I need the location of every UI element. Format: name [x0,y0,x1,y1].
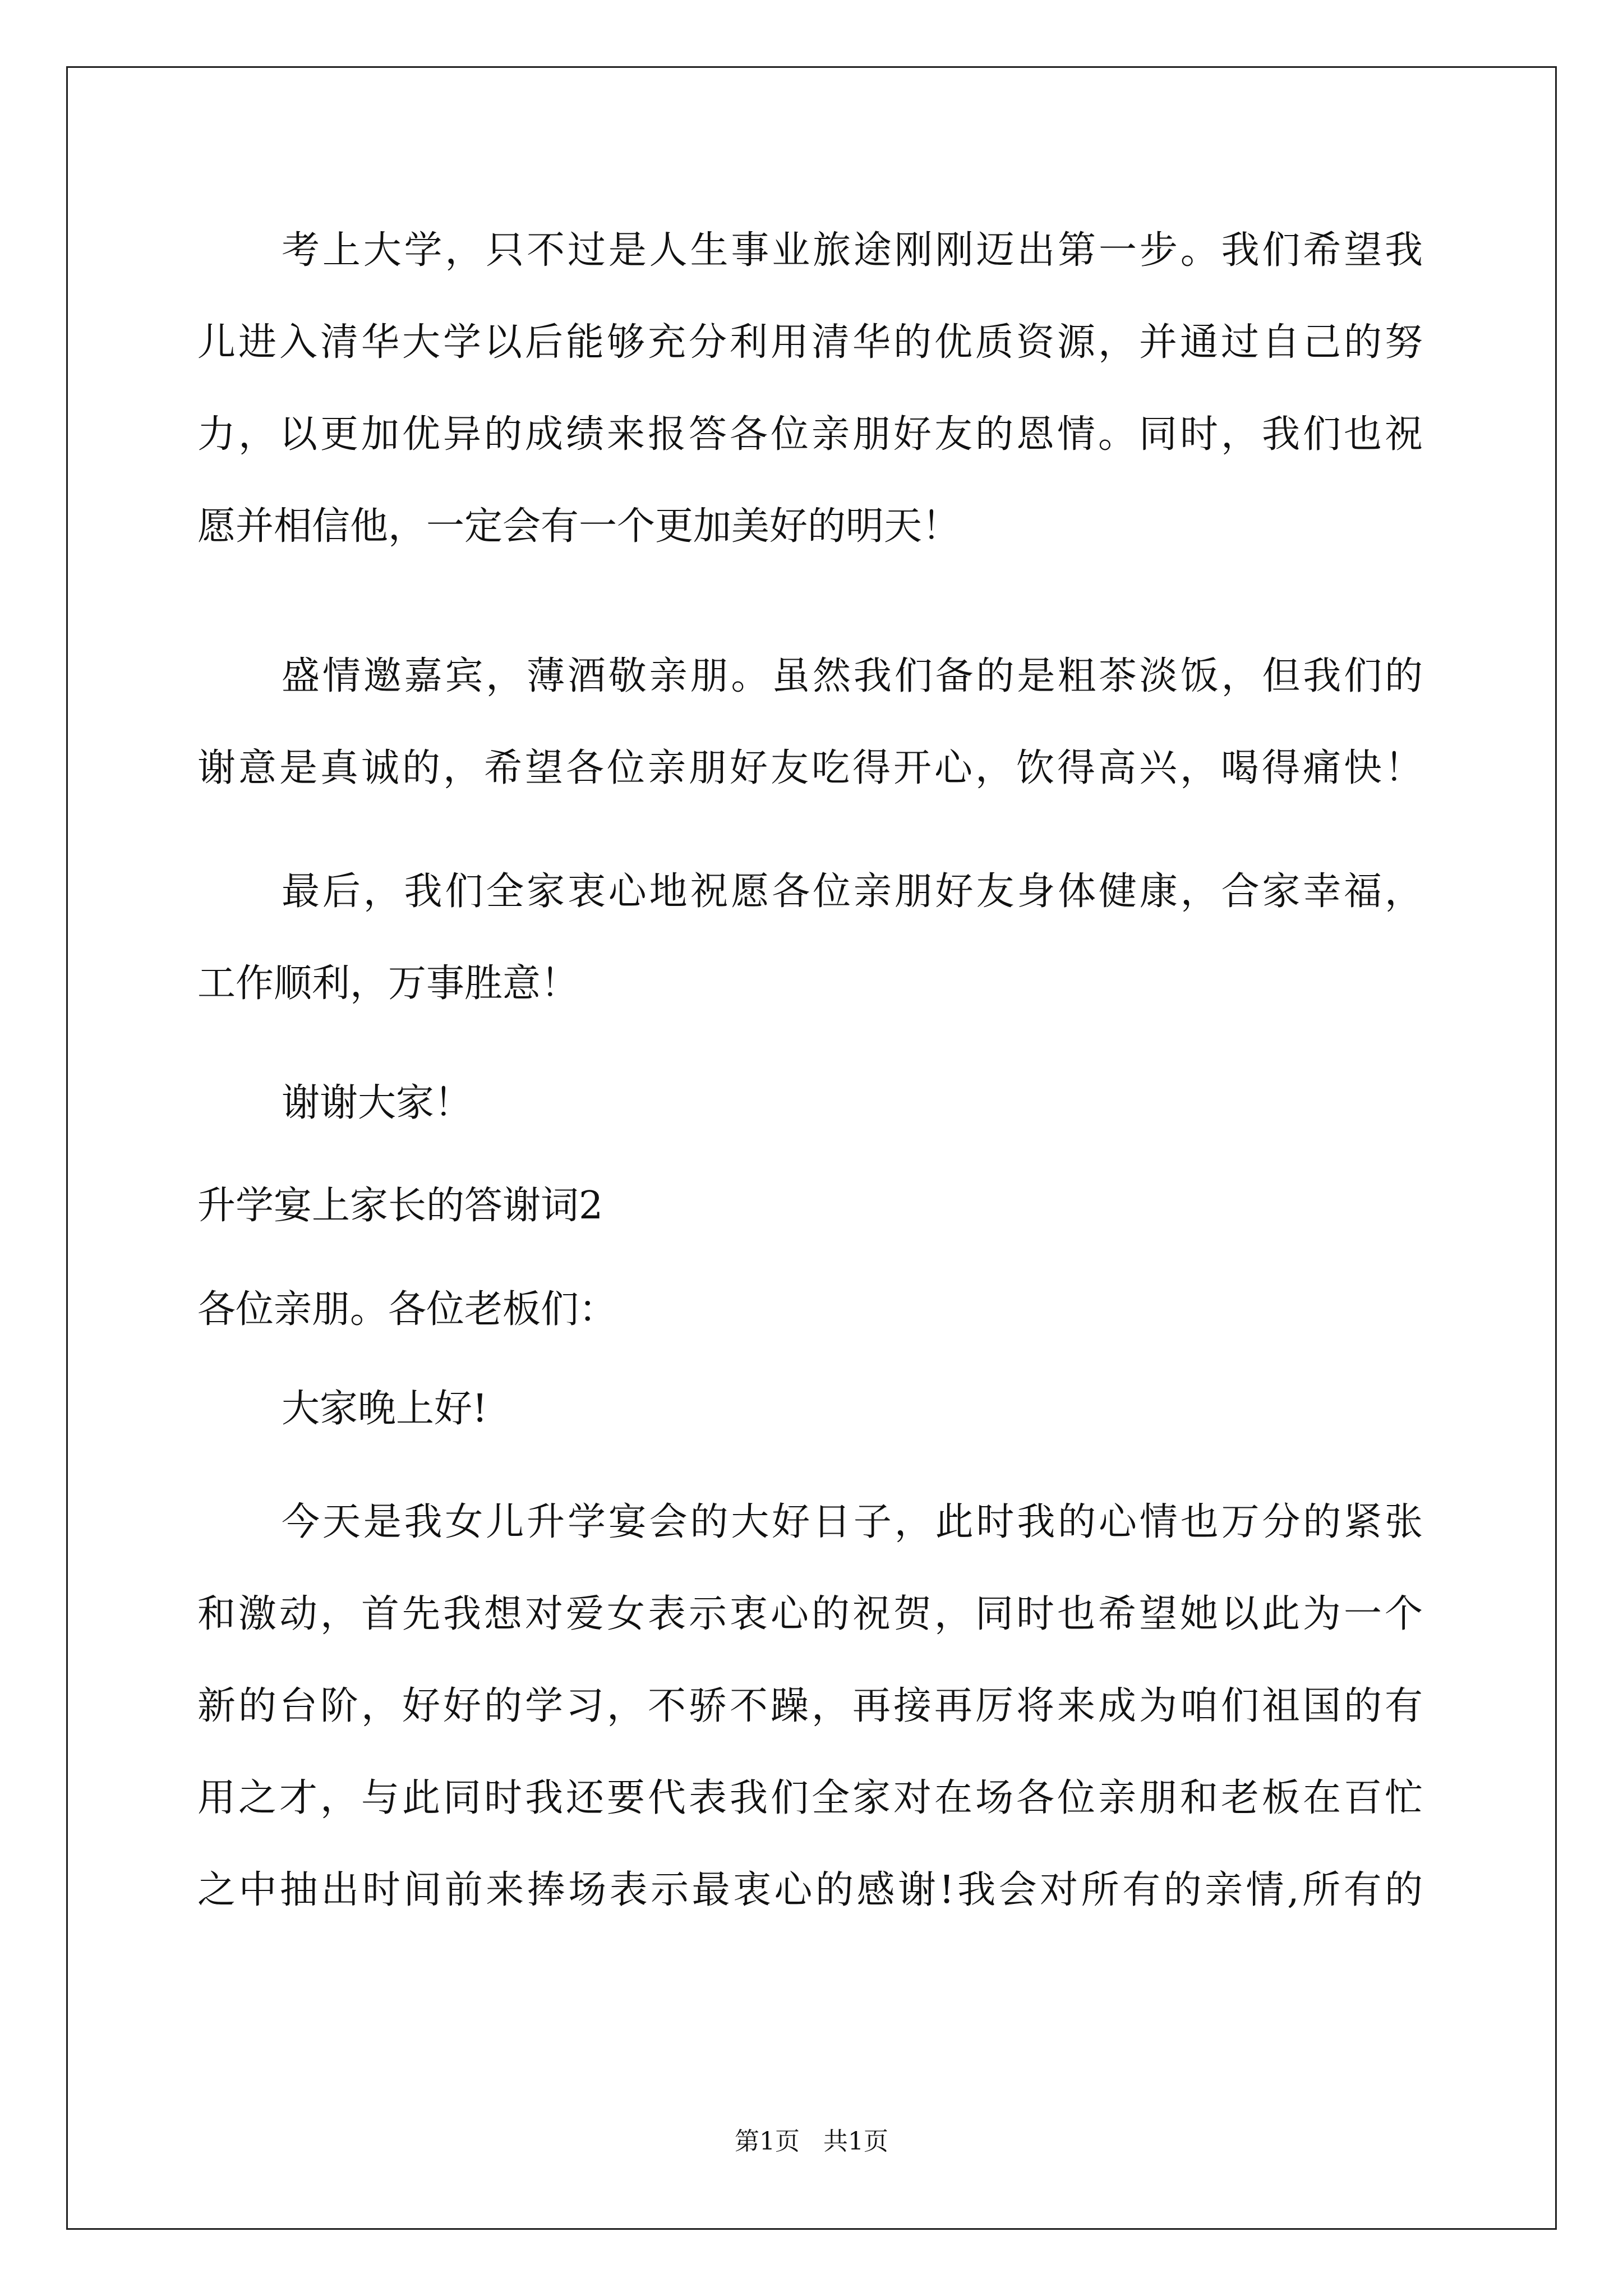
salutation: 各位亲朋。各位老板们： [197,1287,617,1332]
paragraph-4-line-1: 今天是我女儿升学宴会的大好日子，此时我的心情也万分的紧张 [282,1500,1423,1544]
paragraph-2-line-1: 盛情邀嘉宾，薄酒敬亲朋。虽然我们备的是粗茶淡饭，但我们的 [282,654,1423,698]
paragraph-1-line-2: 儿进入清华大学以后能够充分利用清华的优质资源，并通过自己的努 [197,320,1423,365]
paragraph-1-line-1: 考上大学，只不过是人生事业旅途刚刚迈出第一步。我们希望我 [282,228,1423,273]
page-number-footer: 第1页 共1页 [735,2127,888,2156]
paragraph-1-line-4: 愿并相信他，一定会有一个更加美好的明天！ [197,504,961,549]
section-title: 升学宴上家长的答谢词2 [197,1184,603,1228]
paragraph-2-line-2: 谢意是真诚的，希望各位亲朋好友吃得开心，饮得高兴，喝得痛快！ [197,746,1423,790]
paragraph-4-line-4: 用之才，与此同时我还要代表我们全家对在场各位亲朋和老板在百忙 [197,1776,1423,1820]
paragraph-3-line-1: 最后，我们全家衷心地祝愿各位亲朋好友身体健康，合家幸福， [282,869,1423,914]
paragraph-4-line-5: 之中抽出时间前来捧场表示最衷心的感谢!我会对所有的亲情,所有的 [197,1868,1423,1912]
closing-thanks: 谢谢大家！ [282,1081,473,1125]
paragraph-1-line-3: 力，以更加优异的成绩来报答各位亲朋好友的恩情。同时，我们也祝 [197,412,1423,457]
paragraph-3-line-2: 工作顺利，万事胜意！ [197,961,579,1006]
greeting: 大家晚上好! [282,1387,488,1431]
paragraph-4-line-3: 新的台阶，好好的学习，不骄不躁，再接再厉将来成为咱们祖国的有 [197,1684,1423,1728]
paragraph-4-line-2: 和激动，首先我想对爱女表示衷心的祝贺，同时也希望她以此为一个 [197,1592,1423,1636]
